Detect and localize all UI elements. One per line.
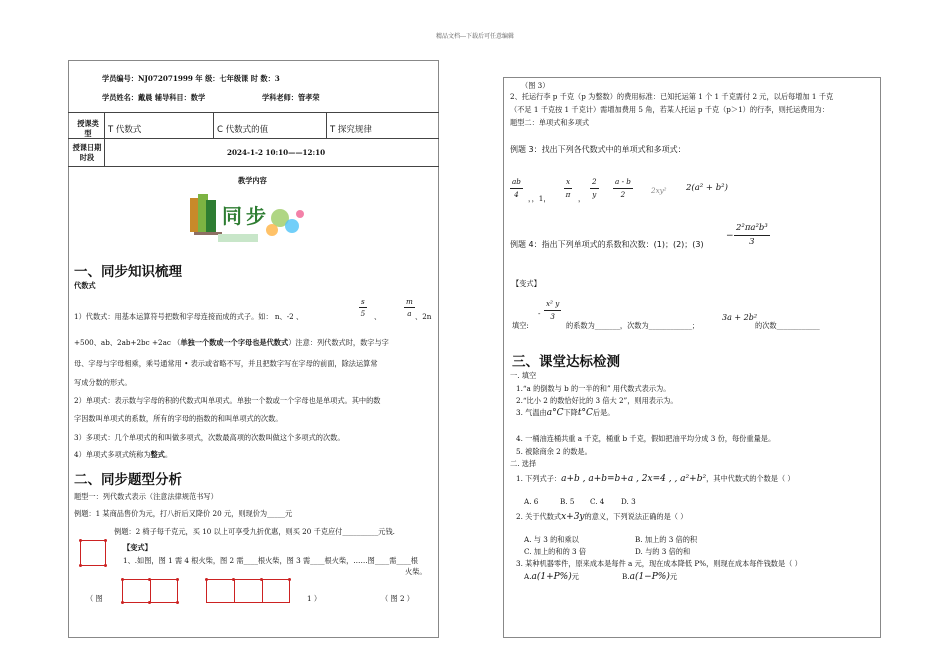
choice-2-option-b: B. 加上的 3 倍的积 — [635, 535, 698, 544]
choice-2-option-c: C. 加上的和的 3 倍 — [524, 547, 587, 556]
variant-text-2: 火柴。 — [405, 567, 427, 576]
variant-fill-b: 的系数为_______，次数为____________； — [566, 321, 699, 330]
expr-2-a2-plus-b2: 2(a² + b²) — [686, 183, 728, 193]
date-label: 授课日期时段 — [72, 143, 102, 162]
type-cell-1: T 代数式 — [108, 125, 142, 135]
type-2-title: 题型二：单项式和多项式 — [510, 118, 590, 127]
choice-2-option-a: A. 与 3 的和乘以 — [524, 535, 579, 544]
para-1-tail: 、2n — [415, 312, 432, 321]
variant-text: 1、.如图，图 1 需 4 根火柴，图 2 需____根火柴，图 3 需____根火柴，……图____需____根 — [123, 556, 418, 565]
choice-2: 2. 关于代数式x+3y的意义，下列说法正确的是（ ） — [516, 512, 688, 522]
example-4-minus: − — [726, 231, 734, 241]
question-2-line-1: 2、托运行李 p 千克（p 为整数）的费用标准：已知托运第 1 个 1 千克需付 2 元，以后每增加 1 千克 — [510, 92, 834, 101]
example-4-monomial: $\frac{\text{2²πa²b³}}{3}$ — [736, 223, 768, 247]
student-name-line: 学员姓名：戴晨 辅导科目：数学 — [102, 93, 206, 102]
variant-minus: - — [538, 309, 541, 318]
teacher-line: 学科老师：管孝荣 — [262, 93, 320, 102]
matchstick-figure-2 — [122, 579, 178, 603]
choice-3-option-b: B.a(1−P%)元 — [622, 572, 678, 582]
fill-2: 2.“比小 2 的数恰好比的 3 倍大 2”，则用表示为。 — [516, 396, 678, 405]
para-1-sep: 、 — [374, 312, 382, 321]
example-2: 例题：2 椅子每千克元，买 10 以上可享受九折优惠，则买 20 千克应付__________元钱. — [114, 527, 395, 536]
fill-1: 1.“a 的倒数与 b 的一半的和” 用代数式表示为。 — [516, 384, 671, 393]
choice-3: 3. 某种机器零件，原来成本是每件 a 元，现在成本降低 P%，则现在成本每件钱数是（ ） — [516, 559, 802, 568]
expr-comma: ， — [578, 194, 586, 203]
example-4: 例题 4：指出下列单项式的系数和次数：(1)；(2)；(3) — [510, 240, 704, 249]
expr-a-minus-b-over-2: $\frac{a - b}{2}$ — [615, 177, 631, 199]
expr-x-over-pi: $\frac{x}{\pi}$ — [565, 177, 571, 199]
student-id-line: 学员编号：NJ072071999 年 级：七年级课 时 数：3 — [102, 74, 280, 83]
variant-expr: 3a + 2b² — [722, 313, 758, 322]
expr-separator: ，，1， — [528, 194, 551, 203]
para-1-line-3: 母、字母与字母相乘，乘号通常用 • 表示或省略不写，并且把数字写在字母的前面，除法运算常 — [74, 359, 378, 368]
choice-1-option-c: C. 4 — [590, 497, 605, 506]
fill-3: 3. 气温由a°C下降t°C后是。 — [516, 408, 615, 418]
choice-1-option-d: D. 3 — [621, 497, 636, 506]
figure-label-1a: （ 图 — [86, 594, 103, 603]
choice-title: 二. 选择 — [510, 459, 537, 468]
subsection-title: 代数式 — [74, 281, 96, 290]
fill-blank-title: 一. 填空 — [510, 371, 537, 380]
para-1-line-4: 写成分数的形式。 — [74, 378, 132, 387]
banner-text: 同步 — [222, 204, 270, 228]
section-3-title: 三、课堂达标检测 — [512, 354, 620, 370]
choice-1-option-b: B. 5 — [560, 497, 575, 506]
para-2-line-1: 2）单项式：表示数与字母的积的代数式叫单项式。单独一个数或一个字母也是单项式。其中的数 — [74, 396, 381, 405]
fill-4: 4. 一桶油连桶共重 a 千克，桶重 b 千克，假如把油平均分成 3 份，每份重量是。 — [516, 434, 776, 443]
date-value: 2024-1-2 10:10——12:10 — [227, 148, 326, 157]
type-cell-2: C 代数式的值 — [217, 125, 269, 135]
variant-fill-a: 填空: — [512, 321, 529, 330]
figure-label-2: （ 图 2 ） — [381, 594, 414, 603]
choice-1: 1. 下列式子：a+b , a+b=b+a , 2x=4 , , a²+b²，其中代数式的个数是（ ） — [516, 474, 795, 484]
expr-2-over-y: $\frac{2}{y}$ — [592, 177, 597, 199]
variant-label: 【变式】 — [123, 543, 152, 552]
section-1-title: 一、同步知识梳理 — [74, 264, 182, 280]
type-1-title: 题型一：列代数式表示（注意法律规范书写） — [74, 492, 218, 501]
fraction-s-over-5: $\frac{s}{5}$ — [360, 297, 366, 318]
section-2-title: 二、同步题型分析 — [74, 472, 182, 488]
figure-label-1b: 1 ） — [307, 594, 322, 603]
choice-1-option-a: A. 6 — [524, 497, 539, 506]
choice-3-option-a: A.a(1+P%)元 — [524, 572, 579, 582]
variant-label-right: 【变式】 — [512, 279, 541, 288]
type-cell-3: T 探究规律 — [330, 125, 372, 135]
content-title: 教学内容 — [238, 176, 267, 185]
para-4: 4）单项式多项式统称为整式。 — [74, 450, 173, 459]
matchstick-figure-3 — [206, 579, 290, 603]
variant-fraction: $\frac{\text{x² y}}{3}$ — [546, 299, 560, 321]
fill-5: 5. 被除商余 2 的数是。 — [516, 447, 592, 456]
example-1: 例题：1 某商品售价为元，打八折后又降价 20 元，则现价为_____元 — [74, 509, 293, 518]
expr-2xy2: 2xy² — [651, 186, 667, 195]
para-3: 3）多项式：几个单项式的和叫做多项式，次数最高项的次数叫做这个多项式的次数。 — [74, 433, 345, 442]
expr-ab-over-4: $\frac{ab}{4}$ — [512, 177, 521, 199]
fraction-m-over-a: $\frac{m}{a}$ — [406, 297, 413, 318]
variant-fill-c: 的次数____________ — [755, 321, 820, 330]
figure-3-label: （图 3） — [521, 81, 550, 90]
matchstick-figure-1 — [80, 540, 106, 566]
question-2-line-2: （不足 1 千克按 1 千克计）需增加费用 5 角，若某人托运 p 千克（p＞1）的行李，则托运费用为： — [510, 105, 829, 114]
para-1-line-2: +500、ab、2ab+2bc +2ac （单独一个数或一个字母也是代数式）注意：列代数式时，数字与字 — [74, 338, 389, 347]
example-3: 例题 3：找出下列各代数式中的单项式和多项式： — [510, 145, 686, 154]
para-2-line-2: 字因数叫单项式的系数，所有的字母的指数的和叫单项式的次数。 — [74, 414, 283, 423]
para-1-line-1: 1）代数式：用基本运算符号把数和字母连接而成的式子。如： n、-2 、 — [74, 312, 304, 321]
type-label: 授课类型 — [77, 119, 99, 138]
choice-2-option-d: D. 与的 3 倍的和 — [635, 547, 691, 556]
watermark: 精品文档---下载后可任意编辑 — [435, 33, 515, 40]
